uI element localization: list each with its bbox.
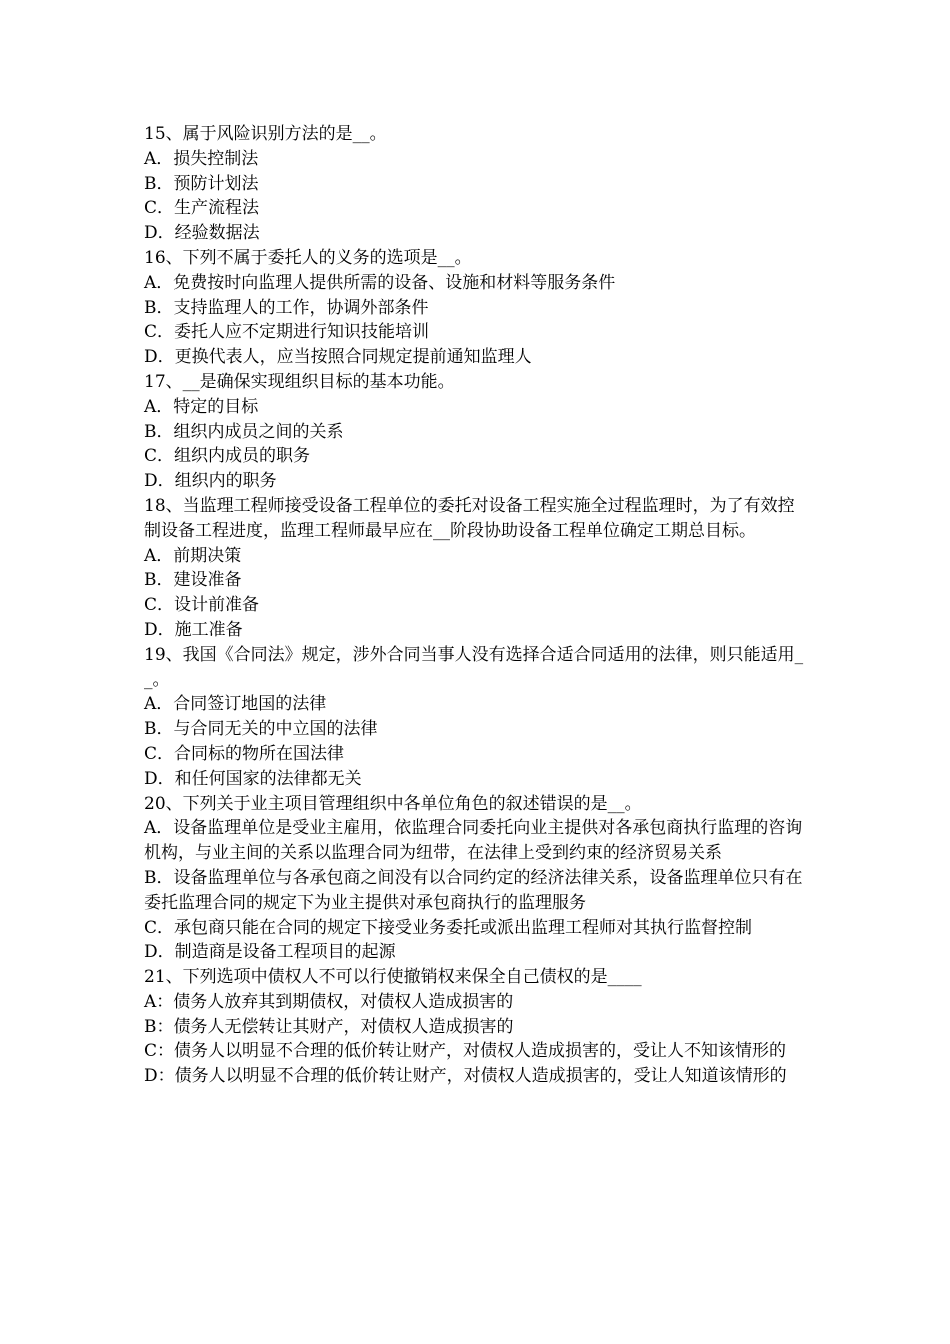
document-page <box>144 122 808 1089</box>
question-15 <box>144 122 808 246</box>
option-c: C．设计前准备 <box>144 595 260 616</box>
option-d: D．组织内的职务 <box>144 471 277 492</box>
option-a: A．损失控制法 <box>144 148 259 169</box>
question-text: 18、当监理工程师接受设备工程单位的委托对设备工程实施全过程监理时，为了有效控制设备工程进度，监理工程师最早应在__阶段协助设备工程单位确定工期总目标。 <box>144 495 795 541</box>
option-c: C．承包商只能在合同的规定下接受业务委托或派出监理工程师对其执行监督控制 <box>144 917 753 938</box>
option-c: C．合同标的物所在国法律 <box>144 743 345 764</box>
option-d: D．制造商是设备工程项目的起源 <box>144 942 396 963</box>
question-text: 21、下列选项中债权人不可以行使撤销权来保全自己债权的是____ <box>144 967 642 988</box>
question-text: 15、属于风险识别方法的是__。 <box>144 124 387 144</box>
option-a: A．设备监理单位是受业主雇用，依监理合同委托向业主提供对各承包商执行监理的咨询机构，与业主间的关系以监理合同为纽带，在法律上受到约束的经济贸易关系 <box>144 818 803 864</box>
option-b: B．预防计划法 <box>144 173 259 194</box>
option-a: A：债务人放弃其到期债权，对债权人造成损害的 <box>144 991 514 1012</box>
option-d: D．施工准备 <box>144 619 243 640</box>
question-text: 17、__是确保实现组织目标的基本功能。 <box>144 371 455 392</box>
option-a: A．合同签订地国的法律 <box>144 694 327 715</box>
question-17 <box>144 370 808 494</box>
question-21 <box>144 965 808 1089</box>
option-a: A．前期决策 <box>144 545 242 566</box>
question-19 <box>144 643 808 792</box>
option-c: C．生产流程法 <box>144 198 260 219</box>
option-b: B．支持监理人的工作，协调外部条件 <box>144 297 429 318</box>
option-c: C：债务人以明显不合理的低价转让财产，对债权人造成损害的，受让人不知该情形的 <box>144 1041 787 1062</box>
question-18 <box>144 494 808 643</box>
option-d: D．和任何国家的法律都无关 <box>144 768 362 789</box>
question-text: 19、我国《合同法》规定，涉外合同当事人没有选择合适合同适用的法律，则只能适用__。 <box>144 644 804 690</box>
option-b: B．组织内成员之间的关系 <box>144 421 344 442</box>
option-b: B．与合同无关的中立国的法律 <box>144 719 378 740</box>
question-20 <box>144 792 808 966</box>
option-b: B．建设准备 <box>144 570 242 591</box>
option-a: A．免费按时向监理人提供所需的设备、设施和材料等服务条件 <box>144 272 616 293</box>
option-b: B．设备监理单位与各承包商之间没有以合同约定的经济法律关系，设备监理单位只有在委托监理合同的规定下为业主提供对承包商执行的监理服务 <box>144 867 803 913</box>
option-d: D：债务人以明显不合理的低价转让财产，对债权人造成损害的，受让人知道该情形的 <box>144 1066 787 1087</box>
question-text: 20、下列关于业主项目管理组织中各单位角色的叙述错误的是__。 <box>144 793 642 814</box>
option-a: A．特定的目标 <box>144 396 259 417</box>
question-text: 16、下列不属于委托人的义务的选项是__。 <box>144 247 472 268</box>
option-c: C．组织内成员的职务 <box>144 446 311 467</box>
option-d: D．经验数据法 <box>144 223 260 244</box>
option-b: B：债务人无偿转让其财产，对债权人造成损害的 <box>144 1016 514 1037</box>
option-c: C．委托人应不定期进行知识技能培训 <box>144 322 430 343</box>
question-16 <box>144 246 808 370</box>
option-d: D．更换代表人，应当按照合同规定提前通知监理人 <box>144 347 532 368</box>
